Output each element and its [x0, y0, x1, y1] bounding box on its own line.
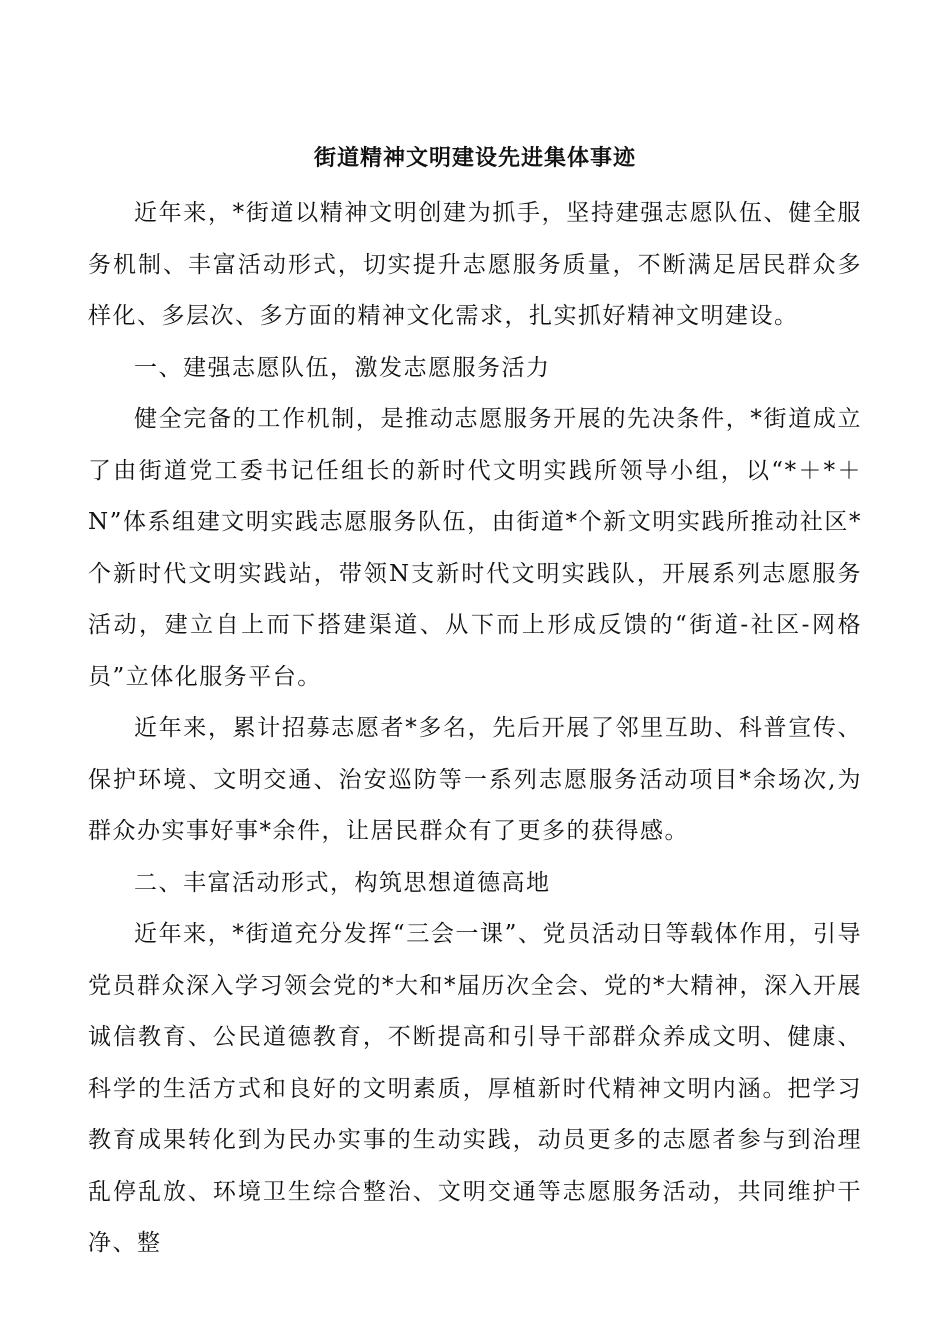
document-title: 街道精神文明建设先进集体事迹 — [313, 145, 636, 171]
paragraph-activities: 近年来，*街道充分发挥“三会一课”、党员活动日等载体作用，引导党员群众深入学习领会党的*大和*届历次全会、党的*大精神，深入开展诚信教育、公民道德教育，不断提高和引导干部群众养成文明、健康、科学的生活方式和良好的文明素质，厚植新时代精神文明内涵。把学习教育成果转化到为民办实事的生动实践，动员更多的志愿者参与到治理乱停乱放、环境卫生综合整治、文明交通等志愿服务活动，共同维护干净、整 — [88, 921, 862, 1256]
paragraph-volunteers: 近年来，累计招募志愿者*多名，先后开展了邻里互助、科普宣传、保护环境、文明交通、治安巡防等一系列志愿服务活动项目*余场次,为群众办实事好事*余件，让居民群众有了更多的获得感。 — [88, 715, 862, 844]
section-heading-1: 一、建强志愿队伍，激发志愿服务活力 — [134, 354, 551, 381]
paragraph-intro: 近年来，*街道以精神文明创建为抓手，坚持建强志愿队伍、健全服务机制、丰富活动形式，切实提升志愿服务质量，不断满足居民群众多样化、多层次、多方面的精神文化需求，扎实抓好精神文明建设。 — [88, 200, 862, 329]
section-heading-2: 二、丰富活动形式，构筑思想道德高地 — [134, 869, 551, 896]
paragraph-mechanism: 健全完备的工作机制，是推动志愿服务开展的先决条件，*街道成立了由街道党工委书记任组长的新时代文明实践所领导小组，以“*＋*＋N”体系组建文明实践志愿服务队伍，由街道*个新文明实践所推动社区*个新时代文明实践站，带领N支新时代文明实践队，开展系列志愿服务活动，建立自上而下搭建渠道、从下而上形成反馈的“街道-社区-网格员”立体化服务平台。 — [88, 406, 862, 690]
